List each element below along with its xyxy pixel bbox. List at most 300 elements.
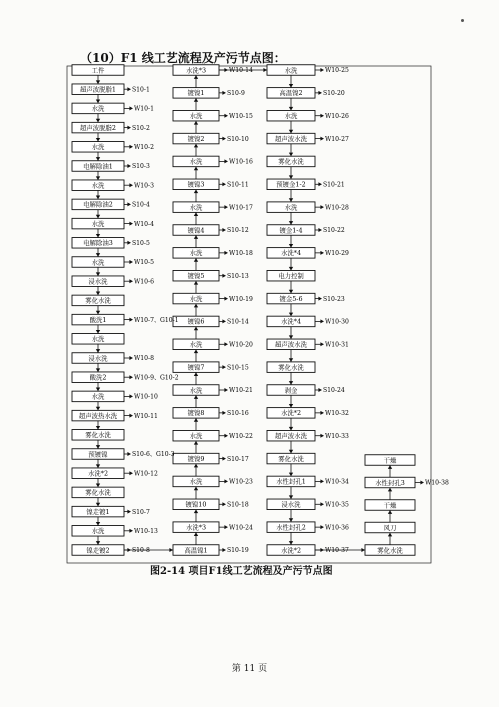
- process-step-label: 风刀: [383, 523, 397, 532]
- process-step: [173, 225, 219, 236]
- process-step: [267, 133, 315, 144]
- process-step: [173, 408, 219, 419]
- arrow-head: [194, 258, 198, 262]
- arrow-head: [222, 274, 226, 278]
- arrow-head: [289, 427, 293, 431]
- arrow-head: [289, 153, 293, 157]
- arrow-head: [96, 484, 100, 488]
- process-step: [173, 179, 219, 190]
- arrow-head: [129, 471, 133, 475]
- arrow-head: [263, 68, 267, 72]
- arrow-head: [222, 365, 226, 369]
- process-step-label: 雾化水洗: [278, 363, 304, 372]
- process-step-label: 浸水洗: [88, 277, 108, 286]
- arrow-head: [96, 503, 100, 507]
- arrow-head: [96, 253, 100, 257]
- process-step: [267, 499, 315, 510]
- arrow-head: [129, 183, 133, 187]
- process-step-label: 镍走镀2: [86, 546, 110, 555]
- process-step-label: 雾化水洗: [377, 546, 403, 555]
- pollution-node-label: W10-13: [134, 528, 158, 535]
- pollution-node-label: W10-27: [325, 135, 349, 143]
- arrow-head: [96, 119, 100, 123]
- pollution-node-label: S10-5: [132, 240, 150, 247]
- arrow-head: [289, 541, 293, 545]
- process-step-label: 水洗*2: [280, 409, 302, 418]
- process-step-label: 雾化水洗: [85, 296, 111, 305]
- pollution-node-label: W10-3: [134, 182, 154, 190]
- arrow-head: [127, 452, 131, 456]
- pollution-node-label: W10-25: [325, 67, 349, 75]
- process-step: [72, 372, 124, 383]
- pollution-node-label: W10-9、G10-2: [134, 374, 179, 382]
- process-step: [72, 218, 124, 229]
- process-step-label: 水洗: [91, 104, 105, 113]
- arrow-head: [129, 394, 133, 398]
- process-step-label: 镍走镀1: [86, 507, 110, 516]
- arrow-head: [194, 212, 198, 216]
- process-step: [267, 225, 315, 236]
- process-step: [173, 156, 219, 167]
- arrow-head: [194, 235, 198, 239]
- pollution-node-label: W10-16: [229, 158, 253, 166]
- arrow-head: [194, 418, 198, 422]
- process-step: [173, 339, 219, 350]
- arrow-head: [388, 488, 392, 492]
- process-step-label: 水洗: [91, 335, 105, 344]
- arrow-head: [96, 157, 100, 161]
- arrow-head: [388, 465, 392, 469]
- pollution-node-label: S10-8: [132, 547, 150, 555]
- process-step-label: 镀镍4: [187, 226, 205, 235]
- arrow-head: [222, 457, 226, 461]
- arrow-head: [224, 159, 228, 163]
- pollution-node-label: W10-36: [325, 524, 349, 532]
- arrow-head: [289, 313, 293, 317]
- arrow-head: [194, 441, 198, 445]
- arrow-head: [194, 464, 198, 468]
- arrow-head: [318, 297, 322, 301]
- pollution-node-label: W10-34: [325, 478, 349, 486]
- process-step-label: 水洗: [284, 112, 298, 121]
- pollution-node-label: S10-22: [323, 227, 345, 235]
- arrow-head: [194, 190, 198, 194]
- process-step: [173, 133, 219, 144]
- pollution-node-label: S10-7: [132, 508, 150, 516]
- arrow-head: [289, 221, 293, 225]
- pollution-node-label: W10-24: [229, 524, 253, 532]
- process-step-label: 超声波脱脂2: [79, 123, 117, 132]
- process-step-label: 水洗: [189, 340, 203, 349]
- process-step: [267, 362, 315, 373]
- process-step: [173, 293, 219, 304]
- arrow-head: [388, 533, 392, 537]
- arrow-head: [194, 167, 198, 171]
- process-step: [267, 408, 315, 419]
- process-step-label: 水洗: [189, 249, 203, 258]
- pollution-node-label: W10-20: [229, 341, 253, 349]
- pollution-node-label: W10-14: [229, 67, 253, 75]
- arrow-head: [96, 292, 100, 296]
- pollution-node-label: W10-11: [134, 412, 158, 420]
- arrow-head: [194, 395, 198, 399]
- process-step: [267, 339, 315, 350]
- process-step: [173, 248, 219, 259]
- arrow-head: [127, 510, 131, 514]
- arrow-head: [224, 205, 228, 209]
- process-step-label: 水洗: [91, 219, 105, 228]
- arrow-head: [222, 228, 226, 232]
- process-step-label: 水洗*2: [87, 469, 109, 478]
- pollution-node-label: W10-35: [325, 501, 349, 509]
- arrow-head: [96, 522, 100, 526]
- process-step: [173, 499, 219, 510]
- arrow-head: [96, 234, 100, 238]
- arrow-head: [194, 121, 198, 125]
- process-step: [173, 202, 219, 213]
- process-step-label: 超声波热水洗: [78, 411, 118, 420]
- arrow-head: [320, 502, 324, 506]
- pollution-node-label: S10-21: [323, 181, 345, 189]
- arrow-head: [127, 202, 131, 206]
- process-step: [72, 199, 124, 210]
- arrow-head: [127, 164, 131, 168]
- arrow-head: [320, 114, 324, 118]
- process-step: [267, 270, 315, 281]
- pollution-node-label: W10-2: [134, 144, 154, 151]
- process-step-label: 浸水洗: [281, 500, 301, 509]
- process-step: [173, 88, 219, 99]
- process-step-label: 水性封孔3: [375, 478, 405, 487]
- arrow-head: [224, 251, 228, 255]
- process-step: [72, 545, 124, 556]
- process-step: [267, 476, 315, 487]
- process-step: [72, 276, 124, 287]
- arrow-head: [289, 244, 293, 248]
- pollution-node-label: S10-16: [227, 410, 249, 418]
- pollution-node-label: W10-1: [134, 105, 154, 113]
- pollution-node-label: W10-8: [134, 355, 154, 363]
- pollution-node-label: S10-9: [227, 90, 245, 98]
- pollution-node-label: S10-17: [227, 455, 249, 463]
- process-step-label: 水性封孔1: [276, 477, 306, 486]
- process-step: [72, 122, 124, 133]
- arrow-head: [289, 84, 293, 88]
- arrow-head: [96, 215, 100, 219]
- pollution-node-label: S10-24: [323, 387, 345, 395]
- process-step-label: 镀镍10: [185, 500, 207, 509]
- process-step-label: 水性封孔2: [276, 523, 306, 532]
- process-step-label: 雾化水洗: [278, 454, 304, 463]
- arrow-head: [194, 532, 198, 536]
- process-step-label: 水洗: [189, 157, 203, 166]
- arrow-head: [96, 388, 100, 392]
- process-step: [267, 316, 315, 327]
- process-step-label: 镀镍5: [187, 272, 205, 281]
- process-step: [72, 142, 124, 153]
- process-step: [72, 526, 124, 537]
- process-step: [173, 316, 219, 327]
- process-step-label: 镀镍8: [187, 409, 205, 418]
- arrow-head: [222, 411, 226, 415]
- process-step-label: 预镀金1-2: [276, 180, 306, 189]
- process-step: [267, 88, 315, 99]
- pollution-node-label: S10-18: [227, 501, 249, 509]
- process-step: [267, 522, 315, 533]
- pollution-node-label: W10-4: [134, 220, 154, 228]
- arrow-head: [224, 342, 228, 346]
- process-step: [72, 65, 124, 76]
- arrow-head: [96, 426, 100, 430]
- process-step-label: 水洗*4: [280, 249, 302, 258]
- pollution-node-label: W10-10: [134, 393, 158, 401]
- process-step-label: 镀镍1: [187, 89, 205, 98]
- page-number: 第 11 页: [231, 664, 268, 674]
- pollution-node-label: W10-29: [325, 250, 349, 258]
- process-step-label: 雾化水洗: [85, 488, 111, 497]
- pollution-node-label: S10-3: [132, 163, 150, 171]
- arrow-head: [320, 525, 324, 529]
- pollution-node-label: S10-23: [323, 295, 345, 303]
- process-step-label: 电解除油3: [83, 239, 113, 248]
- process-step-label: 镀镍7: [187, 363, 205, 372]
- arrow-head: [289, 175, 293, 179]
- arrow-head: [388, 510, 392, 514]
- process-step-label: 超声波脱脂1: [79, 85, 117, 94]
- arrow-head: [320, 319, 324, 323]
- arrow-head: [224, 114, 228, 118]
- process-step-label: 干燥: [383, 501, 397, 510]
- process-step: [72, 468, 124, 479]
- arrow-head: [289, 404, 293, 408]
- arrow-head: [289, 267, 293, 271]
- process-step-label: 高温镍1: [184, 546, 208, 555]
- process-step: [173, 110, 219, 121]
- pollution-node-label: W10-32: [325, 410, 349, 418]
- arrow-head: [320, 434, 324, 438]
- process-step-label: 预镀镍: [88, 450, 108, 459]
- pollution-node-label: S10-20: [323, 90, 345, 98]
- process-step-label: 水洗: [189, 112, 203, 121]
- pollution-node-label: W10-26: [325, 112, 349, 120]
- arrow-head: [129, 279, 133, 283]
- pollution-node-label: S10-11: [227, 181, 249, 189]
- arrow-head: [96, 138, 100, 142]
- pollution-node-label: S10-15: [227, 364, 249, 372]
- arrow-head: [222, 548, 226, 552]
- arrow-head: [194, 327, 198, 331]
- process-step-label: 水洗: [91, 258, 105, 267]
- arrow-head: [129, 222, 133, 226]
- arrow-head: [222, 182, 226, 186]
- process-step: [365, 455, 415, 466]
- pollution-node-label: W10-15: [229, 112, 253, 120]
- process-step-label: 超声波水洗: [275, 134, 307, 143]
- arrow-head: [127, 241, 131, 245]
- arrow-head: [224, 479, 228, 483]
- process-step: [72, 238, 124, 249]
- process-step: [72, 84, 124, 95]
- pollution-node-label: W10-37: [325, 547, 349, 555]
- arrow-head: [289, 107, 293, 111]
- process-step-label: 超声波水洗: [275, 340, 307, 349]
- arrow-head: [222, 137, 226, 141]
- arrow-head: [127, 87, 131, 91]
- arrow-head: [194, 350, 198, 354]
- arrow-head: [127, 126, 131, 130]
- process-step-label: 工件: [91, 66, 105, 75]
- process-step: [72, 334, 124, 345]
- process-step: [267, 65, 315, 76]
- process-step-label: 镀镍9: [187, 454, 205, 463]
- arrow-head: [318, 388, 322, 392]
- arrow-head: [194, 281, 198, 285]
- process-step-label: 水洗: [91, 181, 105, 190]
- process-step-label: 水洗: [189, 432, 203, 441]
- arrow-head: [222, 502, 226, 506]
- process-step-label: 水洗*3: [185, 523, 207, 532]
- process-step: [72, 314, 124, 325]
- arrow-head: [318, 182, 322, 186]
- process-step-label: 水洗*3: [185, 66, 207, 75]
- pollution-node-label: S10-4: [132, 201, 150, 209]
- arrow-head: [194, 487, 198, 491]
- pollution-node-label: W10-23: [229, 478, 253, 486]
- pollution-node-label: W10-18: [229, 250, 253, 258]
- arrow-head: [194, 304, 198, 308]
- process-step-label: 水洗*4: [280, 317, 302, 326]
- pollution-node-label: W10-5: [134, 259, 154, 267]
- arrow-head: [129, 318, 133, 322]
- process-step: [173, 545, 219, 556]
- arrow-head: [320, 479, 324, 483]
- pollution-node-label: W10-22: [229, 432, 253, 440]
- process-step: [72, 449, 124, 460]
- arrow-head: [289, 358, 293, 362]
- pollution-node-label: W10-28: [325, 204, 349, 212]
- arrow-head: [129, 145, 133, 149]
- arrow-head: [96, 368, 100, 372]
- arrow-head: [289, 335, 293, 339]
- process-step: [173, 362, 219, 373]
- arrow-head: [129, 375, 133, 379]
- arrow-head: [194, 75, 198, 79]
- process-step-label: 镀金1-4: [279, 226, 303, 235]
- arrow-head: [96, 272, 100, 276]
- process-step: [173, 270, 219, 281]
- arrow-head: [129, 529, 133, 533]
- process-step: [267, 110, 315, 121]
- process-step: [267, 545, 315, 556]
- process-step-label: 雾化水洗: [85, 431, 111, 440]
- arrow-head: [361, 548, 365, 552]
- process-step-label: 剥金: [284, 386, 298, 395]
- arrow-head: [96, 80, 100, 84]
- process-step-label: 水洗: [91, 392, 105, 401]
- process-step-label: 水洗*2: [280, 546, 302, 555]
- pollution-node-label: S10-12: [227, 227, 249, 235]
- pollution-node-label: W10-7、G10-1: [134, 316, 179, 324]
- process-step: [72, 391, 124, 402]
- pollution-node-label: S10-19: [227, 547, 249, 555]
- process-step: [173, 385, 219, 396]
- arrow-head: [96, 176, 100, 180]
- arrow-head: [96, 196, 100, 200]
- section-heading: （10）F1 线工艺流程及产污节点图：: [80, 51, 286, 65]
- process-step: [72, 257, 124, 268]
- process-step-label: 超声波水洗: [275, 432, 307, 441]
- process-step-label: 水洗: [189, 294, 203, 303]
- arrow-head: [289, 495, 293, 499]
- pollution-node-label: W10-30: [325, 318, 349, 326]
- arrow-head: [289, 198, 293, 202]
- process-step: [267, 385, 315, 396]
- process-step: [365, 477, 415, 488]
- process-step: [72, 506, 124, 516]
- arrow-head: [96, 100, 100, 104]
- pollution-node-label: W10-6: [134, 278, 154, 286]
- process-step: [72, 430, 124, 441]
- arrow-head: [194, 144, 198, 148]
- process-step: [267, 293, 315, 304]
- pollution-node-label: W10-17: [229, 204, 253, 212]
- arrow-head: [96, 445, 100, 449]
- process-step-label: 水洗: [189, 386, 203, 395]
- process-step-label: 水洗: [284, 66, 298, 75]
- pollution-node-label: W10-12: [134, 470, 158, 478]
- pollution-node-label: S10-6、G10-3: [132, 451, 175, 459]
- arrow-head: [320, 137, 324, 141]
- process-step-label: 水洗: [189, 203, 203, 212]
- pollution-node-label: W10-38: [425, 479, 449, 487]
- arrow-head: [320, 342, 324, 346]
- process-step: [267, 202, 315, 213]
- process-step-label: 浸水洗: [88, 354, 108, 363]
- arrow-head: [96, 349, 100, 353]
- process-step: [173, 453, 219, 464]
- pollution-node-label: S10-14: [227, 318, 249, 326]
- arrow-head: [222, 91, 226, 95]
- process-step-label: 镀镍6: [187, 317, 205, 326]
- arrow-head: [96, 541, 100, 545]
- pollution-node-label: W10-31: [325, 341, 349, 349]
- arrow-head: [320, 251, 324, 255]
- process-step: [267, 156, 315, 167]
- arrow-head: [194, 510, 198, 514]
- arrow-head: [96, 330, 100, 334]
- arrow-head: [420, 481, 424, 485]
- arrow-head: [289, 290, 293, 294]
- process-step: [173, 522, 219, 533]
- arrow-head: [129, 106, 133, 110]
- process-step-label: 酸洗2: [89, 373, 107, 382]
- arrow-head: [224, 297, 228, 301]
- process-step: [72, 353, 124, 364]
- process-step-label: 电解除油1: [83, 162, 113, 171]
- arrow-head: [194, 98, 198, 102]
- arrow-head: [129, 356, 133, 360]
- process-step: [267, 179, 315, 190]
- arrow-head: [320, 205, 324, 209]
- arrow-head: [194, 372, 198, 376]
- process-step-label: 酸洗1: [89, 315, 107, 324]
- process-step-label: 水洗: [189, 477, 203, 486]
- process-step: [365, 545, 415, 556]
- arrow-head: [318, 91, 322, 95]
- process-step-label: 水洗: [91, 143, 105, 152]
- process-step: [72, 487, 124, 498]
- arrow-head: [129, 414, 133, 418]
